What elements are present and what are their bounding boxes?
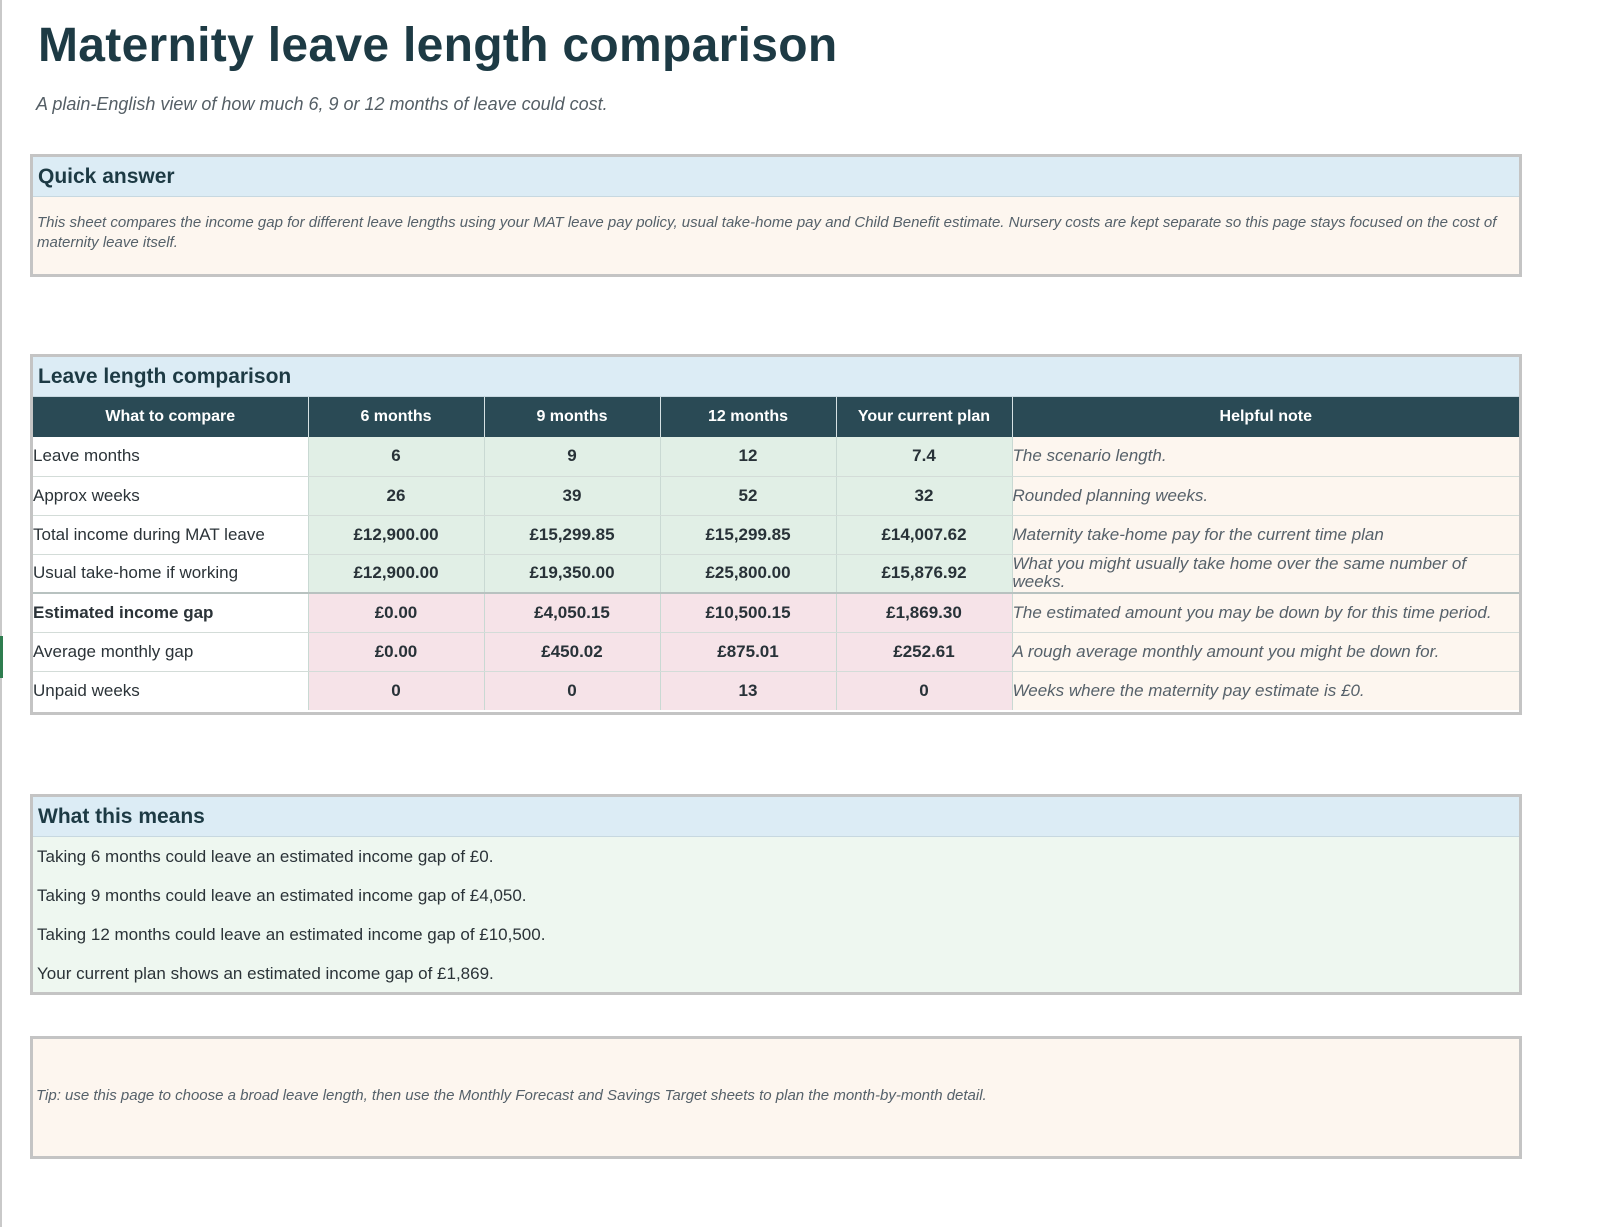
table-row-total-income: [33, 515, 1519, 554]
cell-6-months[interactable]: £12,900.00: [308, 515, 484, 554]
table-row-estimated-income-gap: [33, 593, 1519, 632]
column-header-9-months[interactable]: 9 months: [484, 397, 660, 437]
what-this-means-body: [33, 837, 1519, 992]
cell-current-plan[interactable]: 7.4: [836, 437, 1012, 476]
cell-12-months[interactable]: 13: [660, 671, 836, 710]
cell-9-months[interactable]: 0: [484, 671, 660, 710]
tip-text[interactable]: Tip: use this page to choose a broad leave length, then use the Monthly Forecast and Savings Target sheets to plan the month-by-month detail.: [36, 1087, 987, 1104]
quick-answer-text[interactable]: This sheet compares the income gap for different leave lengths using your MAT leave pay policy, usual take-home pay and Child Benefit estimate. Nursery costs are kept separate so this page stays focused on the cost of maternity leave itself.: [33, 197, 1519, 274]
cell-12-months[interactable]: 12: [660, 437, 836, 476]
cell-current-plan[interactable]: 32: [836, 476, 1012, 515]
cell-12-months[interactable]: £875.01: [660, 632, 836, 671]
cell-6-months[interactable]: 26: [308, 476, 484, 515]
cell-6-months[interactable]: £0.00: [308, 593, 484, 632]
cell-9-months[interactable]: £15,299.85: [484, 515, 660, 554]
table-row-leave-months: [33, 437, 1519, 476]
column-header-12-months[interactable]: 12 months: [660, 397, 836, 437]
comparison-header-row: [33, 397, 1519, 437]
column-header-current-plan[interactable]: Your current plan: [836, 397, 1012, 437]
cell-helpful-note[interactable]: A rough average monthly amount you might be down for.: [1012, 632, 1519, 671]
row-label[interactable]: Total income during MAT leave: [33, 515, 308, 554]
means-line-6-months[interactable]: Taking 6 months could leave an estimated income gap of £0.: [37, 847, 494, 866]
means-line-12-months[interactable]: Taking 12 months could leave an estimated income gap of £10,500.: [37, 925, 546, 944]
tip-panel: [30, 1036, 1522, 1159]
cell-12-months[interactable]: 52: [660, 476, 836, 515]
quick-answer-heading: Quick answer: [33, 157, 1519, 197]
cell-current-plan[interactable]: £14,007.62: [836, 515, 1012, 554]
what-this-means-panel: [30, 794, 1522, 995]
cell-6-months[interactable]: 0: [308, 671, 484, 710]
column-header-helpful-note[interactable]: Helpful note: [1012, 397, 1519, 437]
cell-12-months[interactable]: £10,500.15: [660, 593, 836, 632]
quick-answer-panel: [30, 154, 1522, 277]
cell-12-months[interactable]: £25,800.00: [660, 554, 836, 593]
table-row-approx-weeks: [33, 476, 1519, 515]
column-header-what-to-compare[interactable]: What to compare: [33, 397, 308, 437]
row-label[interactable]: Unpaid weeks: [33, 671, 308, 710]
leave-comparison-panel: [30, 354, 1522, 715]
page-title: Maternity leave length comparison: [38, 19, 838, 72]
cell-9-months[interactable]: £4,050.15: [484, 593, 660, 632]
comparison-table: [33, 397, 1519, 710]
column-header-6-months[interactable]: 6 months: [308, 397, 484, 437]
cell-9-months[interactable]: £19,350.00: [484, 554, 660, 593]
cell-current-plan[interactable]: £1,869.30: [836, 593, 1012, 632]
table-row-usual-take-home: [33, 554, 1519, 593]
row-label[interactable]: Average monthly gap: [33, 632, 308, 671]
cell-current-plan[interactable]: 0: [836, 671, 1012, 710]
cell-helpful-note[interactable]: Maternity take-home pay for the current time plan: [1012, 515, 1519, 554]
row-selection-marker: [0, 636, 3, 678]
means-line-current-plan[interactable]: Your current plan shows an estimated income gap of £1,869.: [37, 964, 494, 983]
cell-6-months[interactable]: £0.00: [308, 632, 484, 671]
row-label[interactable]: Usual take-home if working: [33, 554, 308, 593]
cell-6-months[interactable]: £12,900.00: [308, 554, 484, 593]
cell-12-months[interactable]: £15,299.85: [660, 515, 836, 554]
row-label[interactable]: Estimated income gap: [33, 593, 308, 632]
row-label[interactable]: Approx weeks: [33, 476, 308, 515]
what-this-means-heading: What this means: [33, 797, 1519, 837]
comparison-heading: Leave length comparison: [33, 357, 1519, 397]
cell-helpful-note[interactable]: Weeks where the maternity pay estimate is £0.: [1012, 671, 1519, 710]
means-line-9-months[interactable]: Taking 9 months could leave an estimated income gap of £4,050.: [37, 886, 527, 905]
page-subtitle: A plain-English view of how much 6, 9 or 12 months of leave could cost.: [36, 94, 608, 114]
cell-9-months[interactable]: 9: [484, 437, 660, 476]
cell-helpful-note[interactable]: What you might usually take home over the same number of weeks.: [1012, 554, 1519, 593]
cell-9-months[interactable]: 39: [484, 476, 660, 515]
cell-6-months[interactable]: 6: [308, 437, 484, 476]
table-row-unpaid-weeks: [33, 671, 1519, 710]
cell-helpful-note[interactable]: Rounded planning weeks.: [1012, 476, 1519, 515]
cell-helpful-note[interactable]: The estimated amount you may be down by for this time period.: [1012, 593, 1519, 632]
cell-current-plan[interactable]: £15,876.92: [836, 554, 1012, 593]
cell-current-plan[interactable]: £252.61: [836, 632, 1012, 671]
cell-9-months[interactable]: £450.02: [484, 632, 660, 671]
table-row-average-monthly-gap: [33, 632, 1519, 671]
row-label[interactable]: Leave months: [33, 437, 308, 476]
cell-helpful-note[interactable]: The scenario length.: [1012, 437, 1519, 476]
